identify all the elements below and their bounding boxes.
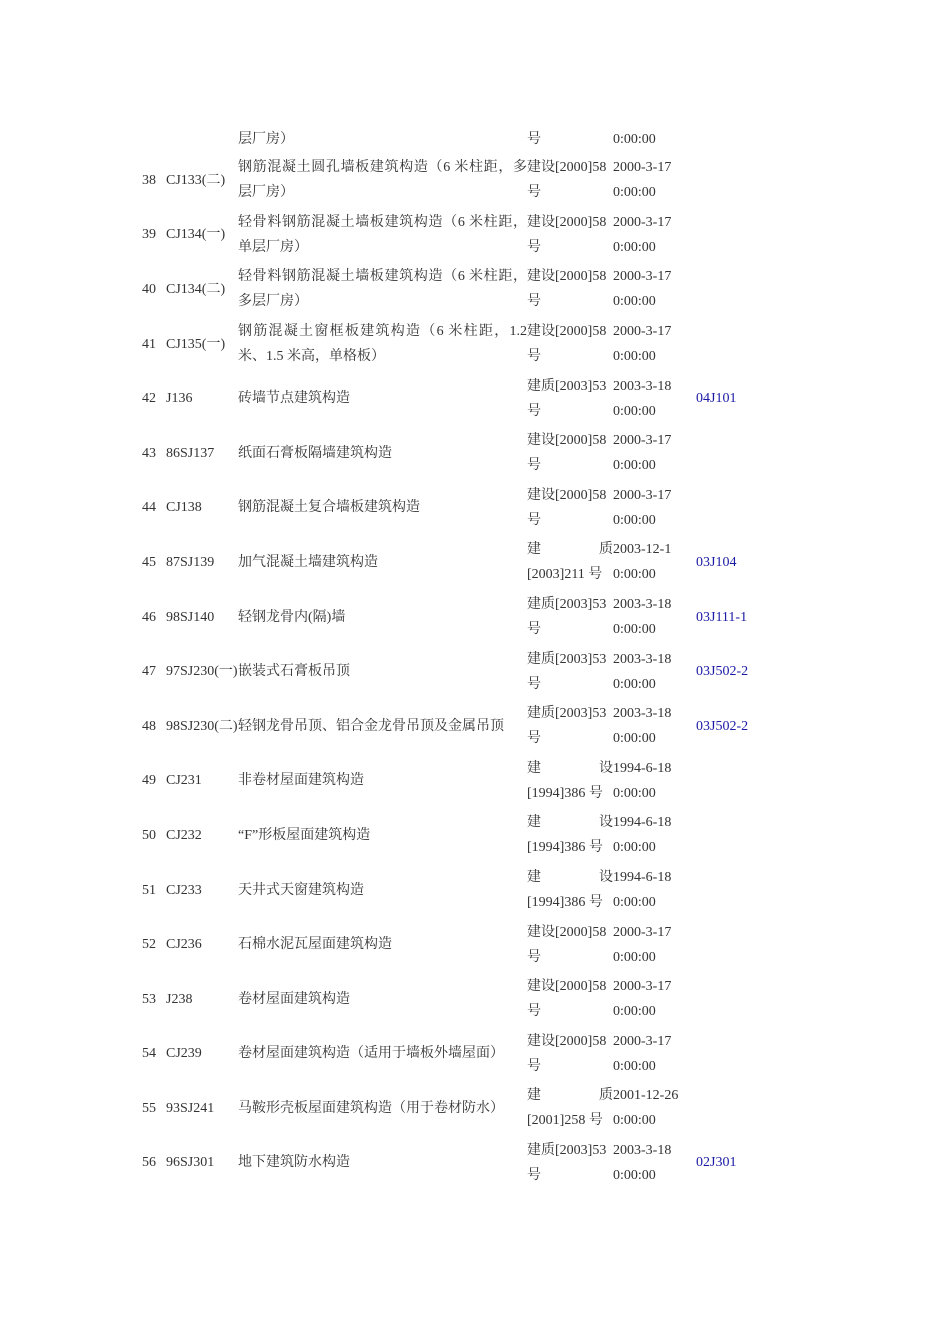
- table-row: [138, 1136, 818, 1191]
- date-line: 0:00:00: [613, 294, 656, 310]
- row-date: [613, 537, 696, 587]
- row-name: 纸面石膏板隔墙建筑构造: [238, 445, 392, 461]
- date-line: 2003-12-1: [613, 542, 672, 558]
- table-row: [138, 208, 818, 263]
- row-number: 52: [142, 937, 156, 953]
- date-line: 2003-3-18: [613, 651, 672, 667]
- table-row: [138, 699, 818, 754]
- date-line: 0:00:00: [613, 840, 656, 856]
- doc-no-part: 质: [599, 542, 613, 558]
- row-name: 钢筋混凝土窗框板建筑构造（6 米柱距，1.2 米、1.5 米高，单格板）: [238, 324, 527, 365]
- row-doc-no: [527, 810, 613, 860]
- row-doc-no: [527, 865, 613, 915]
- row-code: CJ134(一): [166, 227, 226, 243]
- date-line: 0:00:00: [613, 1058, 656, 1074]
- row-number: 55: [142, 1100, 156, 1116]
- row-code: 97SJ230(一): [166, 664, 238, 680]
- doc-no-part: [2003]211 号: [527, 567, 603, 583]
- table-row: [138, 535, 818, 590]
- row-code: J136: [166, 391, 193, 407]
- table-row: [138, 917, 818, 972]
- date-line: 2003-3-18: [613, 706, 672, 722]
- doc-no-part: 质: [599, 1088, 613, 1104]
- row-ref-link[interactable]: 04J101: [696, 391, 737, 407]
- row-code: CJ236: [166, 937, 202, 953]
- row-number: 39: [142, 227, 156, 243]
- date-line: 2000-3-17: [613, 924, 672, 940]
- row-doc-no: 建设[2000]58号: [527, 324, 607, 365]
- table-row: [138, 863, 818, 918]
- doc-no-part: 建: [527, 815, 541, 831]
- row-name: 砖墙节点建筑构造: [238, 391, 350, 407]
- row-code: CJ239: [166, 1046, 202, 1062]
- doc-no-part: 设: [599, 815, 613, 831]
- row-doc-no: 建设[2000]58号: [527, 214, 607, 255]
- row-date: [613, 865, 696, 915]
- date-line: 2000-3-17: [613, 1033, 672, 1049]
- row-number: 43: [142, 445, 156, 461]
- row-number: 45: [142, 554, 156, 570]
- table-row: [138, 426, 818, 481]
- row-number: 46: [142, 609, 156, 625]
- row-date: [613, 155, 696, 205]
- row-code: CJ233: [166, 882, 202, 898]
- date-line: 1994-6-18: [613, 760, 672, 776]
- row-doc-no: 建质[2003]53号: [527, 651, 607, 692]
- row-code: 96SJ301: [166, 1155, 215, 1171]
- row-date: [613, 1029, 696, 1079]
- row-date: 0:00:00: [613, 132, 656, 147]
- row-doc-no: [527, 537, 613, 587]
- date-line: 1994-6-18: [613, 815, 672, 831]
- date-line: 0:00:00: [613, 622, 656, 638]
- row-name: 嵌装式石膏板吊顶: [238, 664, 350, 680]
- row-doc-no: 建设[2000]58号: [527, 433, 607, 474]
- row-number: 38: [142, 172, 156, 188]
- row-code: CJ138: [166, 500, 202, 516]
- row-name: 轻骨料钢筋混凝土墙板建筑构造（6 米柱距，单层厂房）: [238, 214, 527, 255]
- row-doc-no: 建设[2000]58号: [527, 979, 607, 1020]
- row-name: 轻骨料钢筋混凝土墙板建筑构造（6 米柱距，多层厂房）: [238, 269, 527, 310]
- date-line: 2000-3-17: [613, 487, 672, 503]
- date-line: 0:00:00: [613, 185, 656, 201]
- row-code: CJ231: [166, 773, 202, 789]
- row-date: [613, 647, 696, 697]
- row-code: CJ232: [166, 827, 202, 843]
- row-date: [613, 483, 696, 533]
- doc-no-part: 设: [599, 870, 613, 886]
- doc-no-part: [2001]258 号: [527, 1113, 603, 1129]
- doc-no-part: [1994]386 号: [527, 895, 603, 911]
- row-name: 石棉水泥瓦屋面建筑构造: [238, 937, 392, 953]
- table-row: [138, 808, 818, 863]
- table-row: [138, 1081, 818, 1136]
- row-doc-no: 建设[2000]58号: [527, 160, 607, 201]
- date-line: 2003-3-18: [613, 378, 672, 394]
- row-name: 天井式天窗建筑构造: [238, 882, 364, 898]
- table-row: [138, 153, 818, 208]
- date-line: 2003-3-18: [613, 1142, 672, 1158]
- row-date: [613, 920, 696, 970]
- row-date: [613, 319, 696, 369]
- row-number: 40: [142, 281, 156, 297]
- row-name: 轻钢龙骨吊顶、铝合金龙骨吊顶及金属吊顶: [238, 718, 504, 734]
- row-number: 50: [142, 827, 156, 843]
- table-row: [138, 754, 818, 809]
- row-number: 47: [142, 664, 156, 680]
- doc-no-part: 建: [527, 760, 541, 776]
- date-line: 0:00:00: [613, 895, 656, 911]
- date-line: 0:00:00: [613, 239, 656, 255]
- doc-no-part: [1994]386 号: [527, 785, 603, 801]
- row-date: [613, 756, 696, 806]
- row-doc-no: [527, 1083, 613, 1133]
- row-ref-link[interactable]: 03J502-2: [696, 664, 749, 680]
- table-row: [138, 644, 818, 699]
- row-date: [613, 374, 696, 424]
- table-row: [138, 371, 818, 426]
- doc-no-part: 建: [527, 542, 541, 558]
- row-doc-no: 建设[2000]58号: [527, 1033, 607, 1074]
- row-ref-link[interactable]: 02J301: [696, 1155, 737, 1171]
- date-line: 0:00:00: [613, 1004, 656, 1020]
- row-date: [613, 1083, 696, 1133]
- row-code: 87SJ139: [166, 554, 215, 570]
- date-line: 2000-3-17: [613, 214, 672, 230]
- date-line: 0:00:00: [613, 1167, 656, 1183]
- standards-table: [138, 126, 818, 1190]
- row-code: CJ135(一): [166, 336, 226, 352]
- row-code: 93SJ241: [166, 1100, 215, 1116]
- row-ref-link[interactable]: 03J104: [696, 554, 737, 570]
- row-number: 51: [142, 882, 156, 898]
- row-code: J238: [166, 991, 193, 1007]
- row-date: [613, 264, 696, 314]
- row-number: 42: [142, 391, 156, 407]
- date-line: 0:00:00: [613, 1113, 656, 1129]
- row-name: 卷材屋面建筑构造: [238, 991, 350, 1007]
- doc-no-part: [1994]386 号: [527, 840, 603, 856]
- row-doc-no: [527, 756, 613, 806]
- date-line: 2000-3-17: [613, 269, 672, 285]
- row-name: 层厂房）: [238, 132, 294, 147]
- row-ref-link[interactable]: 03J502-2: [696, 718, 749, 734]
- table-body: [138, 153, 818, 1190]
- row-code: CJ134(二): [166, 281, 226, 297]
- row-doc-no: 建设[2000]58号: [527, 487, 607, 528]
- continuation-row: [138, 126, 818, 153]
- row-date: [613, 701, 696, 751]
- row-name: 非卷材屋面建筑构造: [238, 773, 364, 789]
- row-name: “F”形板屋面建筑构造: [238, 827, 371, 843]
- row-date: [613, 810, 696, 860]
- row-number: 56: [142, 1155, 156, 1171]
- date-line: 0:00:00: [613, 403, 656, 419]
- table-row: [138, 1027, 818, 1082]
- row-code: 98SJ230(二): [166, 718, 238, 734]
- row-date: [613, 428, 696, 478]
- doc-no-part: 设: [599, 760, 613, 776]
- row-doc-no: 建质[2003]53号: [527, 706, 607, 747]
- date-line: 2003-3-18: [613, 597, 672, 613]
- row-number: 44: [142, 500, 156, 516]
- date-line: 2000-3-17: [613, 979, 672, 995]
- table-row: [138, 262, 818, 317]
- date-line: 0:00:00: [613, 785, 656, 801]
- row-doc-no: 建质[2003]53号: [527, 378, 607, 419]
- date-line: 2000-3-17: [613, 433, 672, 449]
- row-doc-no: 建设[2000]58号: [527, 924, 607, 965]
- row-number: 48: [142, 718, 156, 734]
- row-code: 86SJ137: [166, 445, 215, 461]
- row-doc-no: 建质[2003]53号: [527, 597, 607, 638]
- table-row: [138, 317, 818, 372]
- date-line: 2000-3-17: [613, 160, 672, 176]
- row-doc-no: 号: [527, 132, 541, 147]
- row-date: [613, 592, 696, 642]
- row-name: 轻钢龙骨内(隔)墙: [238, 609, 346, 625]
- row-number: 49: [142, 773, 156, 789]
- row-doc-no: 建设[2000]58号: [527, 269, 607, 310]
- date-line: 0:00:00: [613, 349, 656, 365]
- date-line: 0:00:00: [613, 567, 656, 583]
- row-number: 41: [142, 336, 156, 352]
- row-date: [613, 1138, 696, 1188]
- doc-no-part: 建: [527, 1088, 541, 1104]
- row-name: 卷材屋面建筑构造（适用于墙板外墙屋面）: [238, 1046, 504, 1062]
- row-date: [613, 974, 696, 1024]
- row-name: 加气混凝土墙建筑构造: [238, 554, 378, 570]
- row-name: 马鞍形壳板屋面建筑构造（用于卷材防水）: [238, 1100, 504, 1116]
- row-name: 钢筋混凝土圆孔墙板建筑构造（6 米柱距，多层厂房）: [238, 160, 527, 201]
- row-ref-link[interactable]: 03J111-1: [696, 609, 748, 625]
- row-name: 钢筋混凝土复合墙板建筑构造: [238, 500, 420, 516]
- table-row: [138, 972, 818, 1027]
- date-line: 0:00:00: [613, 949, 656, 965]
- row-date: [613, 210, 696, 260]
- doc-no-part: 建: [527, 870, 541, 886]
- date-line: 2000-3-17: [613, 324, 672, 340]
- table-row: [138, 481, 818, 536]
- row-code: 98SJ140: [166, 609, 215, 625]
- row-name: 地下建筑防水构造: [238, 1155, 350, 1171]
- row-doc-no: 建质[2003]53号: [527, 1142, 607, 1183]
- date-line: 1994-6-18: [613, 870, 672, 886]
- date-line: 2001-12-26: [613, 1088, 679, 1104]
- row-number: 53: [142, 991, 156, 1007]
- row-number: 54: [142, 1046, 156, 1062]
- date-line: 0:00:00: [613, 731, 656, 747]
- table-row: [138, 590, 818, 645]
- date-line: 0:00:00: [613, 512, 656, 528]
- row-code: CJ133(二): [166, 172, 226, 188]
- date-line: 0:00:00: [613, 458, 656, 474]
- date-line: 0:00:00: [613, 676, 656, 692]
